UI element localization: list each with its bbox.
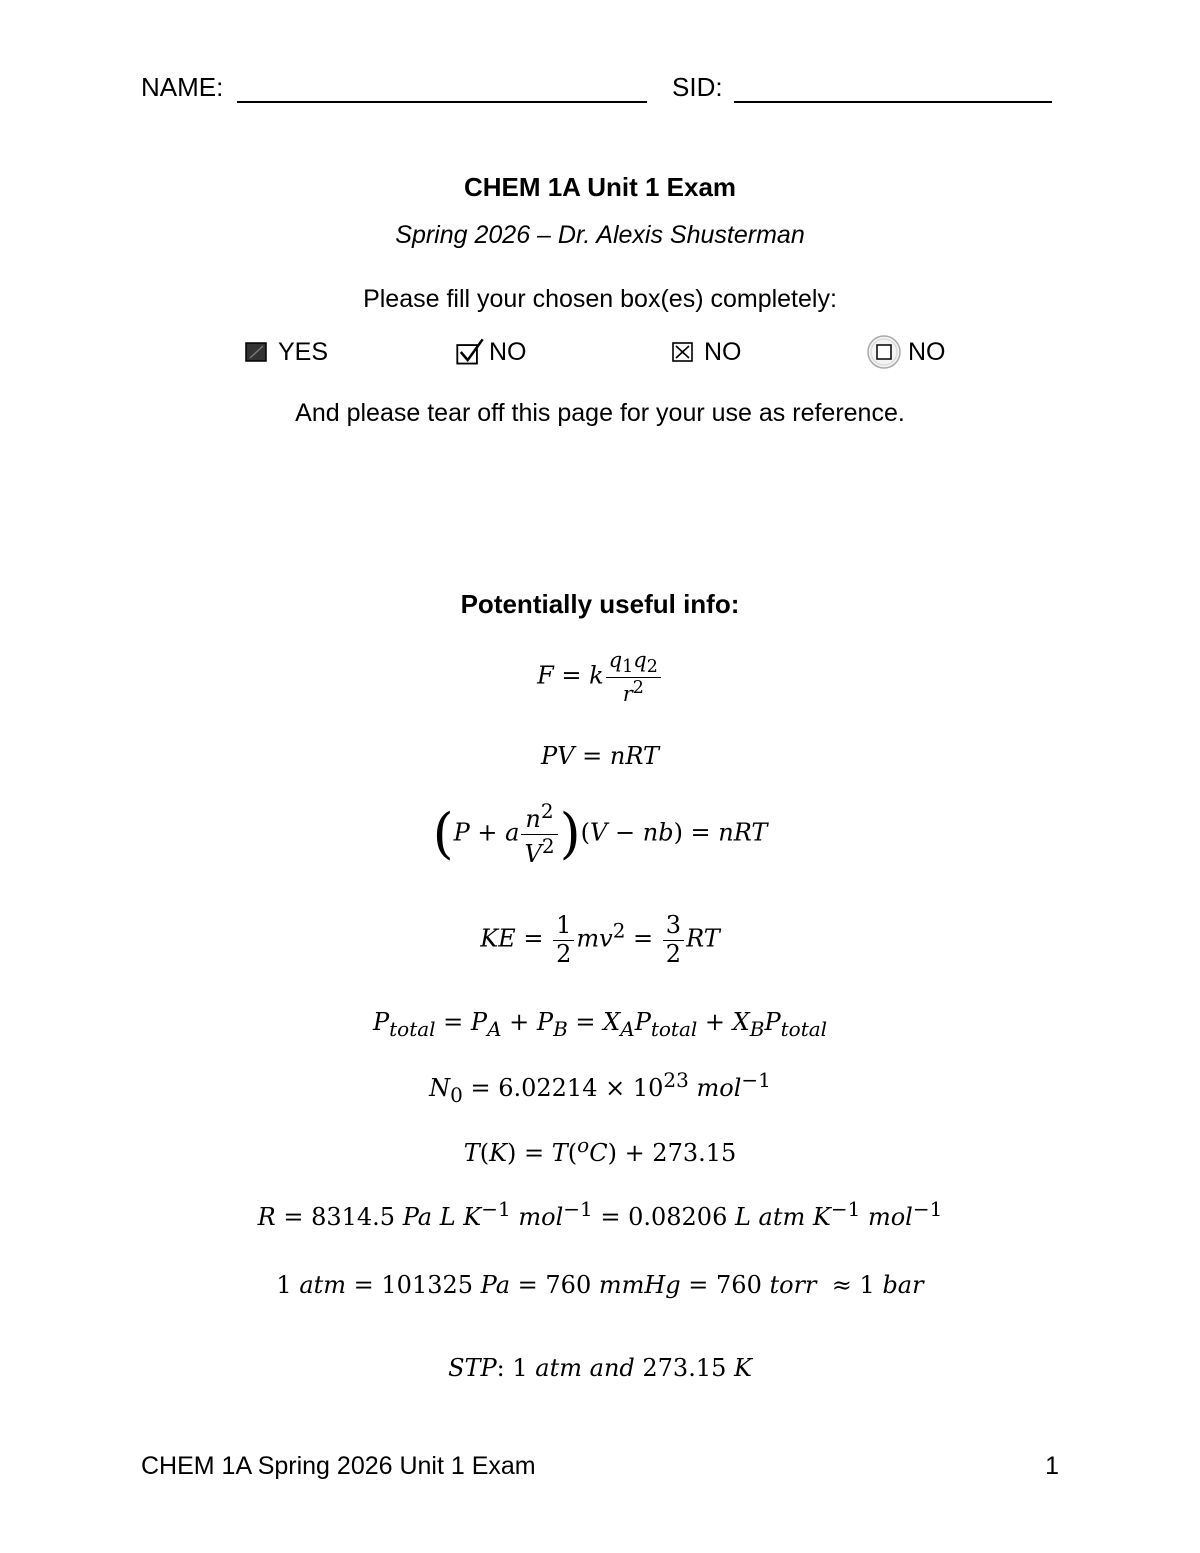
- fill-instruction: Please fill your chosen box(es) completely:: [363, 285, 837, 313]
- example-option-yes: [244, 332, 328, 372]
- equation-kinetic-energy: KE = $\frac{1}{2}$ $mv^2$ = $\frac{3}{2}$ RT: [480, 911, 720, 968]
- equation-gas-constant: R = 8314.5 Pa L $K^{-1}$ mol$^{-1}$ = 0.08206 L atm $K^{-1}$ mol$^{-1}$: [257, 1197, 943, 1231]
- tear-off-note: And please tear off this page for your use as reference.: [295, 399, 905, 427]
- footer-title: CHEM 1A Spring 2026 Unit 1 Exam: [141, 1452, 536, 1480]
- exam-subtitle: Spring 2026 – Dr. Alexis Shusterman: [395, 221, 805, 249]
- option-label: NO: [908, 337, 946, 366]
- equation-avogadro: $N_0 = 6.02214 \times 10^{23}$ mol$^{-1}$: [429, 1068, 771, 1107]
- info-heading: Potentially useful info:: [460, 589, 740, 619]
- option-label: NO: [489, 337, 527, 366]
- name-label: NAME:: [141, 72, 224, 102]
- equation-stp: STP: 1 atm and 273.15 K: [448, 1354, 752, 1382]
- equation-pressure-units: 1 atm = 101325 Pa = 760 mmHg = 760 torr ≈ 1 bar: [276, 1271, 924, 1299]
- check-box-icon: [455, 337, 485, 367]
- option-label: YES: [278, 337, 329, 366]
- sid-field[interactable]: [734, 101, 1052, 103]
- answer-examples: [0, 332, 1200, 372]
- filled-box-icon: [244, 339, 270, 365]
- page-number: 1: [1045, 1452, 1059, 1480]
- equation-temperature: T(K) = T($^o$C) + 273.15: [463, 1133, 737, 1167]
- example-option-check: [455, 332, 527, 372]
- exam-title: CHEM 1A Unit 1 Exam: [463, 172, 737, 202]
- equation-van-der-waals: (P + a $\frac{n^2}{V^2}$ )(V − nb) = nRT: [432, 799, 768, 868]
- student-info-header: [141, 70, 1061, 106]
- circled-box-icon: [866, 334, 902, 370]
- example-option-circle: [866, 332, 946, 372]
- equation-dalton: $P_{total} = P_A + P_B = X_AP_{total} + X_BP_{total}$: [372, 1008, 828, 1041]
- option-label: NO: [704, 337, 742, 366]
- equation-ideal-gas: PV = nRT: [541, 742, 659, 770]
- sid-label: SID:: [672, 72, 723, 102]
- crossed-box-icon: [670, 339, 696, 365]
- name-field[interactable]: [237, 101, 647, 103]
- example-option-cross: [670, 332, 742, 372]
- equation-coulomb: F = k $\frac{q_1q_2}{r^2}$: [0, 648, 1200, 706]
